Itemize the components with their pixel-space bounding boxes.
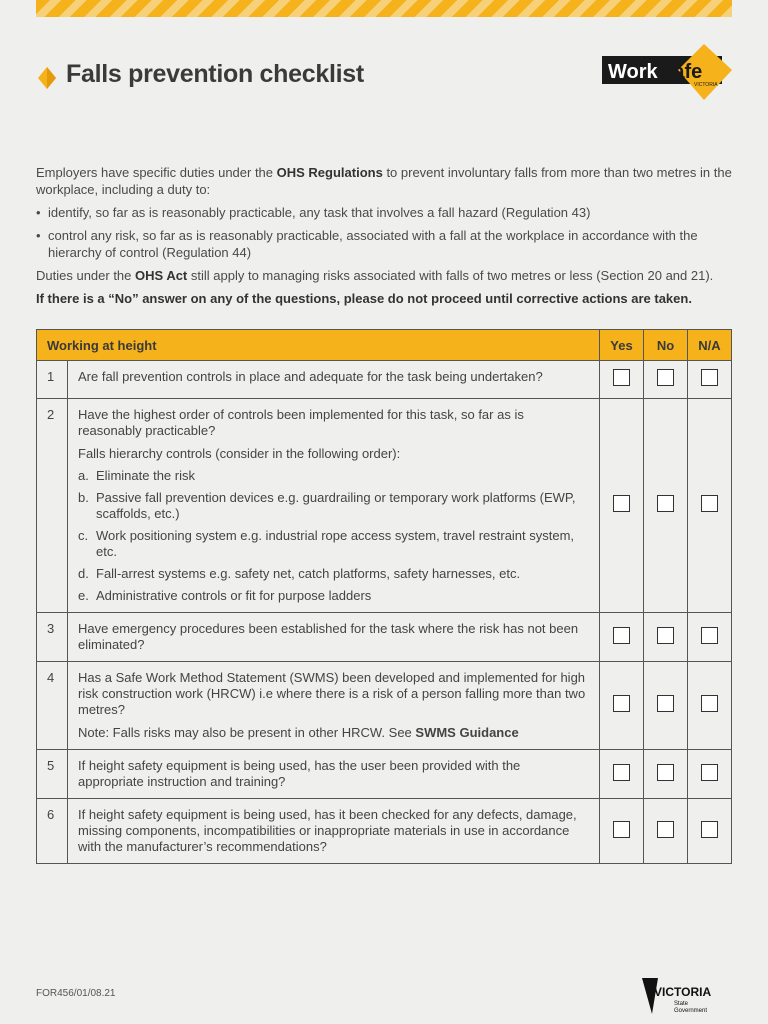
checkbox-no[interactable] — [657, 764, 674, 781]
table-row — [37, 613, 732, 662]
state-text: State — [674, 1001, 689, 1007]
checkbox-yes[interactable] — [613, 495, 630, 512]
list-item: c. Work positioning system e.g. industrial rope access system, travel restraint system, etc. — [78, 528, 575, 559]
list-item: e. Administrative controls or fit for purpose ladders — [78, 588, 372, 603]
question-cell — [68, 662, 600, 750]
table-row — [37, 361, 732, 399]
row-number: 2 — [37, 399, 68, 613]
header-na: N/A — [688, 330, 732, 361]
question-text: Has a Safe Work Method Statement (SWMS) been developed and implemented for high risk construction work (HRCW) i.e where there is a risk of a person falling more than two metres? — [78, 670, 586, 717]
checklist-table — [36, 329, 732, 864]
intro-paragraph-1: Employers have specific duties under the OHS Regulations to prevent involuntary falls from more than two metres in the workplace, including a duty to: — [36, 165, 732, 197]
checkbox-na[interactable] — [701, 695, 718, 712]
hierarchy-intro: Falls hierarchy controls (consider in the following order): — [78, 446, 401, 461]
intro-paragraph-2: Duties under the OHS Act still apply to managing risks associated with falls of two metres or less (Section 20 and 21). — [36, 268, 714, 283]
checkbox-no[interactable] — [657, 695, 674, 712]
checkbox-yes[interactable] — [613, 764, 630, 781]
checkbox-na[interactable] — [701, 764, 718, 781]
table-row — [37, 799, 732, 864]
row-number: 5 — [37, 750, 68, 799]
table-row — [37, 662, 732, 750]
logo-victoria-text: VICTORIA — [694, 82, 718, 88]
page-title: Falls prevention checklist — [66, 60, 364, 88]
header-yes: Yes — [600, 330, 644, 361]
list-item: a. Eliminate the risk — [78, 468, 195, 483]
checkbox-yes[interactable] — [613, 369, 630, 386]
diamond-icon — [36, 64, 58, 86]
row-number: 4 — [37, 662, 68, 750]
question-text: Have emergency procedures been established for the task where the risk has not been eliminated? — [68, 613, 600, 662]
list-item: • identify, so far as is reasonably practicable, any task that involves a fall hazard (Regulation 43) — [36, 204, 732, 221]
government-text: Government — [674, 1008, 708, 1014]
checkbox-na[interactable] — [701, 495, 718, 512]
question-cell — [68, 399, 600, 613]
list-item: d. Fall-arrest systems e.g. safety net, catch platforms, safety harnesses, etc. — [78, 566, 521, 581]
question-text: If height safety equipment is being used, has it been checked for any defects, damage, missing components, incompatibilities or inappropriate materials in use in accordance with the manufacturer’s recommendations? — [68, 799, 600, 864]
checkbox-no[interactable] — [657, 495, 674, 512]
checkbox-no[interactable] — [657, 821, 674, 838]
row-number: 6 — [37, 799, 68, 864]
checkbox-na[interactable] — [701, 369, 718, 386]
ohs-regulations-link: OHS Regulations — [276, 165, 383, 180]
table-row — [37, 750, 732, 799]
row-number: 3 — [37, 613, 68, 662]
checkbox-no[interactable] — [657, 627, 674, 644]
form-code: FOR456/01/08.21 — [36, 988, 116, 999]
title-block — [36, 60, 364, 89]
victoria-text: VICTORIA — [654, 985, 712, 999]
swms-guidance-link[interactable]: SWMS Guidance — [415, 725, 519, 740]
swms-note: Note: Falls risks may also be present in other HRCW. See SWMS Guidance — [78, 725, 519, 740]
duty-list — [36, 204, 732, 261]
checkbox-na[interactable] — [701, 821, 718, 838]
warning-text: If there is a “No” answer on any of the questions, please do not proceed until corrective actions are taken. — [36, 291, 692, 306]
ohs-act-link: OHS Act — [135, 268, 188, 283]
hazard-stripe — [36, 0, 732, 17]
checkbox-yes[interactable] — [613, 821, 630, 838]
checkbox-na[interactable] — [701, 627, 718, 644]
list-item: b. Passive fall prevention devices e.g. guardrailing or temporary work platforms (EWP, scaffolds, etc.) — [78, 490, 576, 521]
victoria-government-logo — [640, 976, 720, 1016]
row-number: 1 — [37, 361, 68, 399]
worksafe-logo — [602, 44, 732, 100]
header-working-at-height: Working at height — [37, 330, 600, 361]
table-header-row — [37, 330, 732, 361]
question-text: If height safety equipment is being used, has the user been provided with the appropriate instruction and training? — [68, 750, 600, 799]
intro-section — [36, 164, 732, 313]
logo-work-text: Work — [608, 61, 658, 83]
checkbox-no[interactable] — [657, 369, 674, 386]
checkbox-yes[interactable] — [613, 695, 630, 712]
list-item: • control any risk, so far as is reasonably practicable, associated with a fall at the workplace in accordance with the hierarchy of control (Regulation 44) — [36, 227, 732, 261]
checkbox-yes[interactable] — [613, 627, 630, 644]
question-text: Are fall prevention controls in place and adequate for the task being undertaken? — [68, 361, 600, 399]
logo-safe-text: Safe — [660, 61, 703, 83]
question-text: Have the highest order of controls been implemented for this task, so far as is reasonably practicable? — [78, 407, 524, 438]
table-row — [37, 399, 732, 613]
header-no: No — [644, 330, 688, 361]
